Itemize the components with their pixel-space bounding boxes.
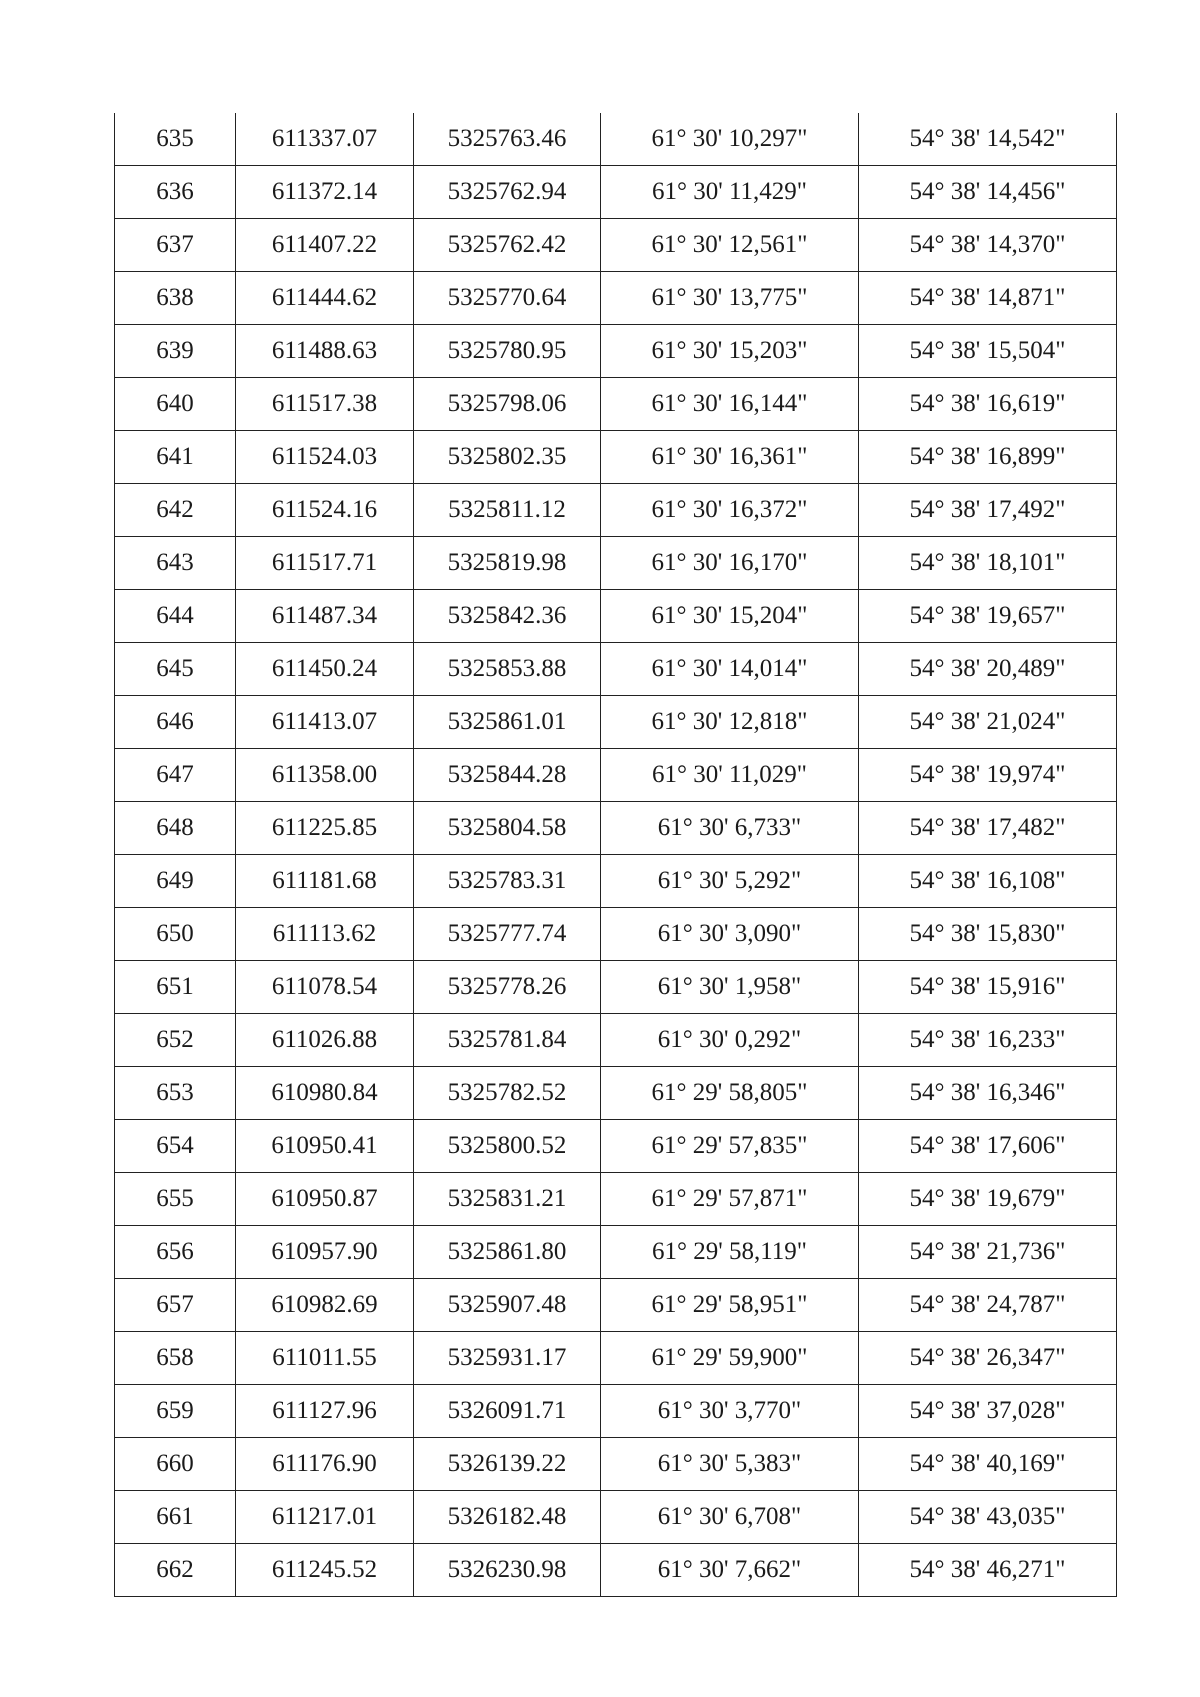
latitude-cell: 54° 38' 46,271" xyxy=(859,1544,1117,1597)
y-coordinate-cell: 5325842.36 xyxy=(414,590,601,643)
latitude-cell: 54° 38' 14,542" xyxy=(859,113,1117,166)
latitude-cell: 54° 38' 17,492" xyxy=(859,484,1117,537)
point-number-cell: 641 xyxy=(115,431,236,484)
longitude-cell: 61° 30' 16,144" xyxy=(601,378,859,431)
longitude-cell: 61° 29' 57,871" xyxy=(601,1173,859,1226)
longitude-cell: 61° 30' 13,775" xyxy=(601,272,859,325)
latitude-cell: 54° 38' 16,619" xyxy=(859,378,1117,431)
table-row xyxy=(115,484,1117,537)
longitude-cell: 61° 30' 15,203" xyxy=(601,325,859,378)
x-coordinate-cell: 611176.90 xyxy=(236,1438,414,1491)
table-row xyxy=(115,378,1117,431)
table-row xyxy=(115,908,1117,961)
x-coordinate-cell: 611026.88 xyxy=(236,1014,414,1067)
table-row xyxy=(115,1014,1117,1067)
table-row xyxy=(115,643,1117,696)
x-coordinate-cell: 611444.62 xyxy=(236,272,414,325)
point-number-cell: 662 xyxy=(115,1544,236,1597)
longitude-cell: 61° 29' 59,900" xyxy=(601,1332,859,1385)
latitude-cell: 54° 38' 16,108" xyxy=(859,855,1117,908)
point-number-cell: 653 xyxy=(115,1067,236,1120)
table-row xyxy=(115,219,1117,272)
latitude-cell: 54° 38' 20,489" xyxy=(859,643,1117,696)
latitude-cell: 54° 38' 24,787" xyxy=(859,1279,1117,1332)
x-coordinate-cell: 611524.03 xyxy=(236,431,414,484)
table-row xyxy=(115,1544,1117,1597)
y-coordinate-cell: 5326182.48 xyxy=(414,1491,601,1544)
x-coordinate-cell: 611524.16 xyxy=(236,484,414,537)
latitude-cell: 54° 38' 19,657" xyxy=(859,590,1117,643)
point-number-cell: 648 xyxy=(115,802,236,855)
point-number-cell: 647 xyxy=(115,749,236,802)
longitude-cell: 61° 30' 16,372" xyxy=(601,484,859,537)
table-row xyxy=(115,802,1117,855)
x-coordinate-cell: 611127.96 xyxy=(236,1385,414,1438)
point-number-cell: 638 xyxy=(115,272,236,325)
table-row xyxy=(115,1226,1117,1279)
x-coordinate-cell: 611372.14 xyxy=(236,166,414,219)
x-coordinate-cell: 611225.85 xyxy=(236,802,414,855)
x-coordinate-cell: 611450.24 xyxy=(236,643,414,696)
coordinates-table xyxy=(114,113,1117,1597)
point-number-cell: 657 xyxy=(115,1279,236,1332)
point-number-cell: 646 xyxy=(115,696,236,749)
y-coordinate-cell: 5326230.98 xyxy=(414,1544,601,1597)
longitude-cell: 61° 29' 58,951" xyxy=(601,1279,859,1332)
point-number-cell: 656 xyxy=(115,1226,236,1279)
table-row xyxy=(115,166,1117,219)
longitude-cell: 61° 30' 5,383" xyxy=(601,1438,859,1491)
longitude-cell: 61° 30' 14,014" xyxy=(601,643,859,696)
table-row xyxy=(115,1120,1117,1173)
y-coordinate-cell: 5325778.26 xyxy=(414,961,601,1014)
y-coordinate-cell: 5325861.01 xyxy=(414,696,601,749)
y-coordinate-cell: 5326139.22 xyxy=(414,1438,601,1491)
longitude-cell: 61° 30' 10,297" xyxy=(601,113,859,166)
longitude-cell: 61° 30' 11,429" xyxy=(601,166,859,219)
y-coordinate-cell: 5325811.12 xyxy=(414,484,601,537)
table-row xyxy=(115,1279,1117,1332)
latitude-cell: 54° 38' 14,370" xyxy=(859,219,1117,272)
table-row xyxy=(115,1438,1117,1491)
longitude-cell: 61° 29' 58,805" xyxy=(601,1067,859,1120)
y-coordinate-cell: 5325804.58 xyxy=(414,802,601,855)
x-coordinate-cell: 611358.00 xyxy=(236,749,414,802)
y-coordinate-cell: 5325831.21 xyxy=(414,1173,601,1226)
table-row xyxy=(115,1332,1117,1385)
table-row xyxy=(115,1491,1117,1544)
x-coordinate-cell: 610980.84 xyxy=(236,1067,414,1120)
x-coordinate-cell: 611413.07 xyxy=(236,696,414,749)
table-row xyxy=(115,590,1117,643)
latitude-cell: 54° 38' 26,347" xyxy=(859,1332,1117,1385)
y-coordinate-cell: 5325762.42 xyxy=(414,219,601,272)
point-number-cell: 643 xyxy=(115,537,236,590)
latitude-cell: 54° 38' 16,899" xyxy=(859,431,1117,484)
x-coordinate-cell: 610957.90 xyxy=(236,1226,414,1279)
point-number-cell: 655 xyxy=(115,1173,236,1226)
x-coordinate-cell: 611245.52 xyxy=(236,1544,414,1597)
longitude-cell: 61° 30' 3,770" xyxy=(601,1385,859,1438)
latitude-cell: 54° 38' 21,024" xyxy=(859,696,1117,749)
y-coordinate-cell: 5325802.35 xyxy=(414,431,601,484)
longitude-cell: 61° 30' 12,818" xyxy=(601,696,859,749)
y-coordinate-cell: 5325844.28 xyxy=(414,749,601,802)
point-number-cell: 651 xyxy=(115,961,236,1014)
x-coordinate-cell: 611517.38 xyxy=(236,378,414,431)
table-row xyxy=(115,325,1117,378)
x-coordinate-cell: 611011.55 xyxy=(236,1332,414,1385)
table-row xyxy=(115,113,1117,166)
table-row xyxy=(115,1173,1117,1226)
latitude-cell: 54° 38' 19,974" xyxy=(859,749,1117,802)
latitude-cell: 54° 38' 18,101" xyxy=(859,537,1117,590)
x-coordinate-cell: 611078.54 xyxy=(236,961,414,1014)
latitude-cell: 54° 38' 16,233" xyxy=(859,1014,1117,1067)
y-coordinate-cell: 5325907.48 xyxy=(414,1279,601,1332)
y-coordinate-cell: 5325800.52 xyxy=(414,1120,601,1173)
point-number-cell: 642 xyxy=(115,484,236,537)
table-row xyxy=(115,1385,1117,1438)
longitude-cell: 61° 29' 58,119" xyxy=(601,1226,859,1279)
longitude-cell: 61° 30' 0,292" xyxy=(601,1014,859,1067)
latitude-cell: 54° 38' 15,830" xyxy=(859,908,1117,961)
latitude-cell: 54° 38' 15,504" xyxy=(859,325,1117,378)
longitude-cell: 61° 30' 16,361" xyxy=(601,431,859,484)
y-coordinate-cell: 5325781.84 xyxy=(414,1014,601,1067)
point-number-cell: 645 xyxy=(115,643,236,696)
latitude-cell: 54° 38' 43,035" xyxy=(859,1491,1117,1544)
y-coordinate-cell: 5325763.46 xyxy=(414,113,601,166)
y-coordinate-cell: 5325819.98 xyxy=(414,537,601,590)
table-row xyxy=(115,696,1117,749)
longitude-cell: 61° 30' 6,733" xyxy=(601,802,859,855)
point-number-cell: 637 xyxy=(115,219,236,272)
point-number-cell: 660 xyxy=(115,1438,236,1491)
x-coordinate-cell: 611113.62 xyxy=(236,908,414,961)
latitude-cell: 54° 38' 37,028" xyxy=(859,1385,1117,1438)
y-coordinate-cell: 5325780.95 xyxy=(414,325,601,378)
longitude-cell: 61° 30' 7,662" xyxy=(601,1544,859,1597)
point-number-cell: 652 xyxy=(115,1014,236,1067)
latitude-cell: 54° 38' 16,346" xyxy=(859,1067,1117,1120)
point-number-cell: 644 xyxy=(115,590,236,643)
x-coordinate-cell: 611181.68 xyxy=(236,855,414,908)
y-coordinate-cell: 5325853.88 xyxy=(414,643,601,696)
x-coordinate-cell: 610982.69 xyxy=(236,1279,414,1332)
x-coordinate-cell: 610950.41 xyxy=(236,1120,414,1173)
point-number-cell: 636 xyxy=(115,166,236,219)
table-row xyxy=(115,961,1117,1014)
latitude-cell: 54° 38' 21,736" xyxy=(859,1226,1117,1279)
point-number-cell: 635 xyxy=(115,113,236,166)
y-coordinate-cell: 5325777.74 xyxy=(414,908,601,961)
latitude-cell: 54° 38' 15,916" xyxy=(859,961,1117,1014)
longitude-cell: 61° 30' 3,090" xyxy=(601,908,859,961)
longitude-cell: 61° 30' 6,708" xyxy=(601,1491,859,1544)
point-number-cell: 654 xyxy=(115,1120,236,1173)
y-coordinate-cell: 5325782.52 xyxy=(414,1067,601,1120)
x-coordinate-cell: 611517.71 xyxy=(236,537,414,590)
table-row xyxy=(115,272,1117,325)
y-coordinate-cell: 5325798.06 xyxy=(414,378,601,431)
x-coordinate-cell: 611407.22 xyxy=(236,219,414,272)
latitude-cell: 54° 38' 14,871" xyxy=(859,272,1117,325)
x-coordinate-cell: 611337.07 xyxy=(236,113,414,166)
longitude-cell: 61° 30' 5,292" xyxy=(601,855,859,908)
table-row xyxy=(115,431,1117,484)
y-coordinate-cell: 5325762.94 xyxy=(414,166,601,219)
coordinates-table-body xyxy=(115,113,1117,1597)
x-coordinate-cell: 611217.01 xyxy=(236,1491,414,1544)
x-coordinate-cell: 611487.34 xyxy=(236,590,414,643)
table-row xyxy=(115,749,1117,802)
latitude-cell: 54° 38' 17,606" xyxy=(859,1120,1117,1173)
latitude-cell: 54° 38' 40,169" xyxy=(859,1438,1117,1491)
y-coordinate-cell: 5326091.71 xyxy=(414,1385,601,1438)
point-number-cell: 659 xyxy=(115,1385,236,1438)
x-coordinate-cell: 610950.87 xyxy=(236,1173,414,1226)
longitude-cell: 61° 30' 1,958" xyxy=(601,961,859,1014)
point-number-cell: 661 xyxy=(115,1491,236,1544)
latitude-cell: 54° 38' 19,679" xyxy=(859,1173,1117,1226)
point-number-cell: 650 xyxy=(115,908,236,961)
point-number-cell: 639 xyxy=(115,325,236,378)
point-number-cell: 649 xyxy=(115,855,236,908)
y-coordinate-cell: 5325931.17 xyxy=(414,1332,601,1385)
longitude-cell: 61° 30' 16,170" xyxy=(601,537,859,590)
longitude-cell: 61° 30' 12,561" xyxy=(601,219,859,272)
longitude-cell: 61° 30' 15,204" xyxy=(601,590,859,643)
point-number-cell: 640 xyxy=(115,378,236,431)
table-row xyxy=(115,1067,1117,1120)
y-coordinate-cell: 5325770.64 xyxy=(414,272,601,325)
table-row xyxy=(115,537,1117,590)
latitude-cell: 54° 38' 17,482" xyxy=(859,802,1117,855)
longitude-cell: 61° 30' 11,029" xyxy=(601,749,859,802)
point-number-cell: 658 xyxy=(115,1332,236,1385)
latitude-cell: 54° 38' 14,456" xyxy=(859,166,1117,219)
longitude-cell: 61° 29' 57,835" xyxy=(601,1120,859,1173)
y-coordinate-cell: 5325861.80 xyxy=(414,1226,601,1279)
table-row xyxy=(115,855,1117,908)
x-coordinate-cell: 611488.63 xyxy=(236,325,414,378)
y-coordinate-cell: 5325783.31 xyxy=(414,855,601,908)
